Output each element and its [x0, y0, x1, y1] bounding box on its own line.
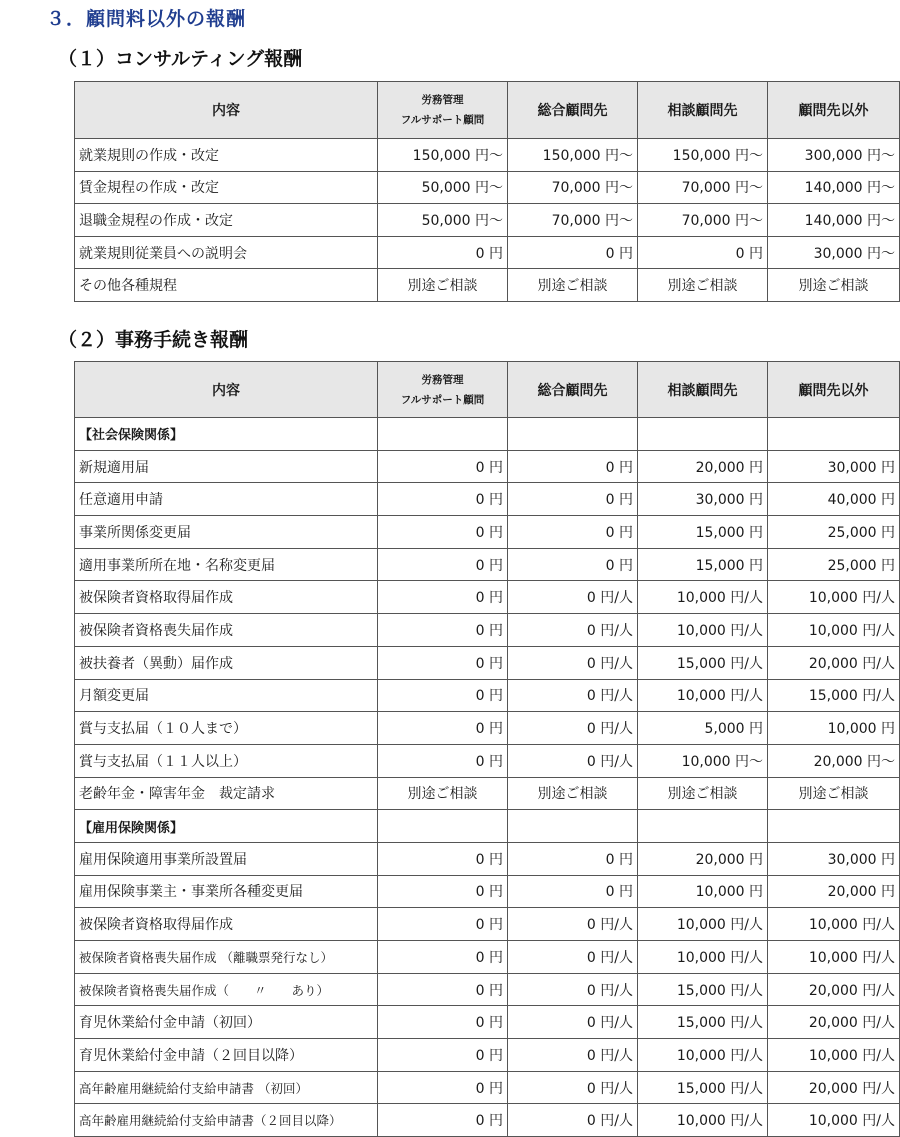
consulting-fee-title: （１）コンサルティング報酬	[58, 48, 303, 70]
item-cell: 高年齢雇用継続給付支給申請書（２回目以降）	[75, 1104, 378, 1137]
fee-cell: 0 円/人	[508, 908, 638, 941]
fee-cell: 0 円	[378, 1006, 508, 1039]
fee-cell: 10,000 円/人	[768, 614, 900, 647]
table-row	[75, 450, 900, 483]
header-full-support-line1: 労務管理	[421, 94, 464, 106]
fee-cell: 0 円	[378, 483, 508, 516]
fee-cell: 20,000 円～	[768, 744, 900, 777]
item-cell: 賃金規程の作成・改定	[75, 171, 378, 204]
fee-cell: 10,000 円/人	[638, 1039, 768, 1072]
fee-cell: 70,000 円～	[508, 171, 638, 204]
table-row	[75, 646, 900, 679]
fee-cell: 0 円	[508, 236, 638, 269]
header-general-client: 総合顧問先	[508, 82, 638, 139]
fee-cell: 0 円	[638, 236, 768, 269]
fee-cell: 0 円/人	[508, 679, 638, 712]
table-row	[75, 614, 900, 647]
fee-cell: 20,000 円/人	[768, 1006, 900, 1039]
category-cell: 【社会保険関係】	[75, 418, 378, 451]
fee-cell: 0 円	[378, 712, 508, 745]
fee-cell: 0 円/人	[508, 581, 638, 614]
table-row	[75, 516, 900, 549]
fee-cell: 30,000 円	[768, 842, 900, 875]
fee-cell: 30,000 円	[768, 450, 900, 483]
fee-cell: 0 円	[508, 875, 638, 908]
item-cell: その他各種規程	[75, 269, 378, 302]
fee-cell: 0 円	[378, 1039, 508, 1072]
fee-cell: 0 円	[508, 483, 638, 516]
header-content: 内容	[75, 362, 378, 418]
fee-cell: 別途ご相談	[378, 269, 508, 302]
fee-cell: 5,000 円	[638, 712, 768, 745]
fee-cell: 0 円/人	[508, 614, 638, 647]
fee-cell: 0 円	[378, 581, 508, 614]
item-cell: 退職金規程の作成・改定	[75, 204, 378, 237]
fee-cell: 0 円	[378, 744, 508, 777]
fee-cell: 140,000 円～	[768, 171, 900, 204]
fee-cell: 30,000 円～	[768, 236, 900, 269]
fee-cell: 別途ご相談	[378, 777, 508, 810]
item-cell: 雇用保険適用事業所設置届	[75, 842, 378, 875]
fee-cell	[638, 810, 768, 843]
fee-cell: 0 円	[508, 450, 638, 483]
table-row	[75, 973, 900, 1006]
fee-cell: 150,000 円～	[638, 139, 768, 172]
fee-cell	[638, 418, 768, 451]
fee-cell: 別途ご相談	[508, 269, 638, 302]
fee-cell: 20,000 円	[638, 450, 768, 483]
fee-cell: 10,000 円/人	[638, 581, 768, 614]
table-header-row	[75, 82, 900, 139]
item-cell: 育児休業給付金申請（２回目以降）	[75, 1039, 378, 1072]
table-row	[75, 777, 900, 810]
fee-cell: 0 円	[378, 908, 508, 941]
item-cell: 就業規則従業員への説明会	[75, 236, 378, 269]
item-cell: 老齢年金・障害年金 裁定請求	[75, 777, 378, 810]
item-cell: 事業所関係変更届	[75, 516, 378, 549]
fee-cell: 0 円	[378, 516, 508, 549]
fee-cell	[378, 810, 508, 843]
fee-cell: 0 円	[378, 679, 508, 712]
fee-cell: 20,000 円	[768, 875, 900, 908]
header-full-support-line2: フルサポート顧問	[400, 393, 485, 406]
item-cell: 賞与支払届（１０人まで）	[75, 712, 378, 745]
fee-cell: 10,000 円/人	[638, 1104, 768, 1137]
table-row	[75, 1039, 900, 1072]
table-row	[75, 875, 900, 908]
fee-cell: 0 円/人	[508, 1104, 638, 1137]
fee-cell: 150,000 円～	[378, 139, 508, 172]
fee-cell: 20,000 円/人	[768, 973, 900, 1006]
item-cell: 新規適用届	[75, 450, 378, 483]
header-consult-client: 相談顧問先	[638, 362, 768, 418]
fee-cell	[768, 810, 900, 843]
item-cell: 任意適用申請	[75, 483, 378, 516]
table-row	[75, 581, 900, 614]
item-cell: 被保険者資格取得届作成	[75, 581, 378, 614]
table-row	[75, 548, 900, 581]
table-row	[75, 810, 900, 843]
item-cell: 被保険者資格喪失届作成（ 〃 あり）	[75, 973, 378, 1006]
fee-cell: 20,000 円/人	[768, 646, 900, 679]
table-row	[75, 269, 900, 302]
fee-cell: 40,000 円	[768, 483, 900, 516]
header-general-client: 総合顧問先	[508, 362, 638, 418]
table-row	[75, 744, 900, 777]
fee-cell: 15,000 円/人	[638, 973, 768, 1006]
fee-cell: 10,000 円/人	[768, 581, 900, 614]
fee-cell: 0 円/人	[508, 1039, 638, 1072]
item-cell: 適用事業所所在地・名称変更届	[75, 548, 378, 581]
fee-cell: 別途ご相談	[508, 777, 638, 810]
fee-cell: 10,000 円/人	[768, 908, 900, 941]
table-row	[75, 418, 900, 451]
table-row	[75, 842, 900, 875]
fee-cell: 0 円	[378, 236, 508, 269]
fee-cell: 15,000 円	[638, 548, 768, 581]
fee-cell: 15,000 円/人	[768, 679, 900, 712]
fee-cell: 25,000 円	[768, 516, 900, 549]
fee-cell: 70,000 円～	[508, 204, 638, 237]
header-consult-client: 相談顧問先	[638, 82, 768, 139]
table-row	[75, 1006, 900, 1039]
header-full-support-line2: フルサポート顧問	[400, 114, 485, 126]
table-row	[75, 236, 900, 269]
fee-cell: 0 円	[378, 941, 508, 974]
item-cell: 被扶養者（異動）届作成	[75, 646, 378, 679]
fee-cell: 70,000 円～	[638, 171, 768, 204]
fee-cell: 0 円	[378, 646, 508, 679]
fee-cell: 10,000 円/人	[638, 941, 768, 974]
fee-cell	[508, 810, 638, 843]
fee-cell: 150,000 円～	[508, 139, 638, 172]
fee-cell: 0 円/人	[508, 1006, 638, 1039]
fee-cell: 0 円	[378, 614, 508, 647]
item-cell: 就業規則の作成・改定	[75, 139, 378, 172]
fee-cell: 10,000 円	[768, 712, 900, 745]
section-title: ３．顧問料以外の報酬	[46, 8, 247, 30]
fee-cell: 10,000 円/人	[638, 614, 768, 647]
fee-cell: 15,000 円/人	[638, 1071, 768, 1104]
fee-cell: 0 円/人	[508, 712, 638, 745]
fee-cell: 20,000 円/人	[768, 1071, 900, 1104]
table-row	[75, 204, 900, 237]
header-non-client: 顧問先以外	[768, 362, 900, 418]
fee-cell: 0 円/人	[508, 973, 638, 1006]
table-row	[75, 679, 900, 712]
fee-cell: 別途ご相談	[638, 777, 768, 810]
fee-cell: 0 円	[508, 516, 638, 549]
fee-cell: 0 円/人	[508, 941, 638, 974]
table-row	[75, 712, 900, 745]
fee-cell: 20,000 円	[638, 842, 768, 875]
fee-cell: 別途ご相談	[768, 269, 900, 302]
fee-cell: 0 円	[508, 548, 638, 581]
fee-cell: 15,000 円	[638, 516, 768, 549]
fee-cell	[378, 418, 508, 451]
table-row	[75, 1104, 900, 1137]
fee-cell: 30,000 円	[638, 483, 768, 516]
fee-cell: 25,000 円	[768, 548, 900, 581]
consulting-fee-body	[75, 139, 900, 302]
category-cell: 【雇用保険関係】	[75, 810, 378, 843]
consulting-fee-table	[74, 81, 900, 302]
fee-cell: 10,000 円～	[638, 744, 768, 777]
header-full-support	[378, 82, 508, 139]
item-cell: 雇用保険事業主・事業所各種変更届	[75, 875, 378, 908]
fee-cell: 10,000 円/人	[638, 908, 768, 941]
procedure-fee-body	[75, 418, 900, 1137]
table-row	[75, 483, 900, 516]
fee-cell: 別途ご相談	[638, 269, 768, 302]
fee-cell: 0 円/人	[508, 744, 638, 777]
item-cell: 賞与支払届（１１人以上）	[75, 744, 378, 777]
procedure-fee-table	[74, 361, 900, 1137]
fee-cell: 0 円/人	[508, 646, 638, 679]
fee-cell: 300,000 円～	[768, 139, 900, 172]
item-cell: 被保険者資格取得届作成	[75, 908, 378, 941]
header-content: 内容	[75, 82, 378, 139]
header-full-support	[378, 362, 508, 418]
table-row	[75, 908, 900, 941]
fee-cell: 50,000 円～	[378, 204, 508, 237]
table-row	[75, 139, 900, 172]
fee-cell: 0 円	[508, 842, 638, 875]
fee-cell: 10,000 円/人	[768, 1039, 900, 1072]
fee-cell: 15,000 円/人	[638, 646, 768, 679]
fee-cell: 70,000 円～	[638, 204, 768, 237]
item-cell: 育児休業給付金申請（初回）	[75, 1006, 378, 1039]
fee-cell: 別途ご相談	[768, 777, 900, 810]
fee-cell: 0 円	[378, 1071, 508, 1104]
fee-cell: 0 円	[378, 842, 508, 875]
table-row	[75, 941, 900, 974]
fee-cell: 10,000 円/人	[768, 1104, 900, 1137]
fee-cell	[508, 418, 638, 451]
item-cell: 高年齢雇用継続給付支給申請書 （初回）	[75, 1071, 378, 1104]
fee-cell: 10,000 円	[638, 875, 768, 908]
fee-cell: 50,000 円～	[378, 171, 508, 204]
fee-cell	[768, 418, 900, 451]
item-cell: 被保険者資格喪失届作成	[75, 614, 378, 647]
fee-cell: 140,000 円～	[768, 204, 900, 237]
table-header-row	[75, 362, 900, 418]
fee-cell: 0 円	[378, 875, 508, 908]
fee-cell: 0 円/人	[508, 1071, 638, 1104]
fee-cell: 10,000 円/人	[638, 679, 768, 712]
fee-cell: 10,000 円/人	[768, 941, 900, 974]
fee-cell: 0 円	[378, 450, 508, 483]
fee-cell: 0 円	[378, 548, 508, 581]
procedure-fee-title: （２）事務手続き報酬	[58, 329, 249, 351]
header-non-client: 顧問先以外	[768, 82, 900, 139]
table-row	[75, 171, 900, 204]
fee-cell: 0 円	[378, 973, 508, 1006]
fee-cell: 15,000 円/人	[638, 1006, 768, 1039]
fee-cell: 0 円	[378, 1104, 508, 1137]
header-full-support-line1: 労務管理	[421, 373, 464, 386]
item-cell: 月額変更届	[75, 679, 378, 712]
table-row	[75, 1071, 900, 1104]
item-cell: 被保険者資格喪失届作成 （離職票発行なし）	[75, 941, 378, 974]
